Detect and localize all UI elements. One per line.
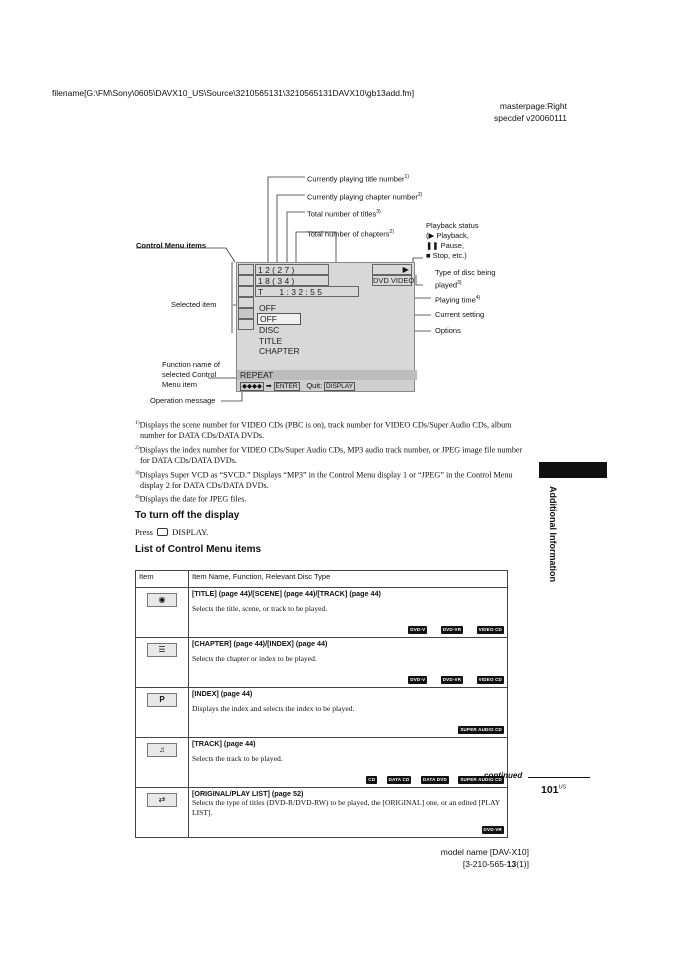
column-header-description: Item Name, Function, Relevant Disc Type: [189, 571, 508, 588]
disc-badge-dvd-v: DVD-V: [410, 677, 426, 682]
selected-menu-item-box: [238, 308, 254, 319]
option-title[interactable]: TITLE: [259, 335, 283, 346]
operation-message-bar: [237, 380, 414, 391]
item-description-cell: [189, 788, 508, 838]
disc-badge-video-cd: VIDEO CD: [478, 677, 502, 682]
table-row: [136, 688, 508, 738]
item-function: Selects the title, scene, or track to be played.: [192, 604, 328, 613]
options-list: [257, 313, 301, 365]
table-row: [136, 638, 508, 688]
disc-badge-data-cd: DATA CD: [388, 777, 410, 782]
section-tab: [539, 462, 607, 478]
footnote-4: $^{4)}$Displays the date for JPEG files.: [135, 494, 247, 504]
chapter-icon: ☰: [147, 643, 177, 657]
disc-badge-dvd-vr: DVD-VR: [483, 827, 502, 832]
display-button-icon: [157, 528, 168, 536]
footnote-2: $^{2)}$Displays the index number for VIDEO CDs/Super Audio CDs, MP3 audio track number, or JPEG image file number for DATA CDs/DATA DVDs.: [135, 445, 523, 466]
label-disc-type: Type of disc being played$^{3)}$: [435, 268, 496, 290]
item-name: [CHAPTER] (page 44)/[INDEX] (page 44): [192, 639, 328, 648]
item-icon-cell: [136, 588, 189, 638]
item-name: [ORIGINAL/PLAY LIST] (page 52): [192, 789, 304, 798]
playback-status-icon: ▶: [372, 264, 412, 275]
footnote-3: $^{3)}$Displays Super VCD as “SVCD.” Displays “MP3” in the Control Menu display 1 or “JPEG” in the Control Menu display 2 for DATA CDs/DATA DVDs.: [135, 470, 513, 491]
option-chapter[interactable]: CHAPTER: [259, 346, 300, 356]
item-name: [TRACK] (page 44): [192, 739, 256, 748]
label-playing-time: Playing time$^{4)}$: [435, 295, 481, 305]
item-function: Selects the track to be played.: [192, 754, 283, 763]
turn-off-heading: To turn off the display: [135, 510, 240, 521]
page-number: $101^{US}$: [541, 784, 567, 796]
label-control-menu-items: Control Menu items: [136, 241, 207, 250]
specdef-label: specdef v20060111: [494, 113, 567, 123]
title-number-display: 1 2 ( 2 7 ): [255, 264, 329, 275]
list-heading: List of Control Menu items: [135, 544, 262, 555]
option-off-selected[interactable]: OFF: [257, 313, 301, 325]
section-tab-label: Additional Information: [548, 486, 558, 582]
disc-badge-cd: CD: [368, 777, 376, 782]
disc-badge-dvd-vr: DVD-VR: [442, 677, 462, 682]
label-options: Options: [435, 326, 461, 335]
chapter-number-display: 1 8 ( 3 4 ): [255, 275, 329, 286]
disc-badge-video-cd: VIDEO CD: [478, 627, 502, 632]
function-name-bar: REPEAT: [237, 370, 417, 380]
table-row: [136, 588, 508, 638]
model-number: [3-210-565-13(1)]: [462, 859, 529, 869]
time-display: T 1 : 3 2 : 5 5: [255, 286, 359, 297]
control-menu-items-table: [135, 570, 508, 838]
menu-item-box: [238, 297, 254, 308]
label-title-number: Currently playing title number$^{1)}$: [307, 174, 409, 184]
item-function: Selects the type of titles (DVD-R/DVD-RW) to be played, the [ORIGINAL] one, or an edited [PLAY LIST].: [192, 798, 500, 817]
table-header-row: [136, 571, 508, 588]
title-icon: ◉: [147, 593, 177, 607]
item-description-cell: [189, 738, 508, 788]
continued-rule: [528, 777, 590, 778]
quit-label: Quit:: [306, 381, 323, 390]
menu-item-box: [238, 319, 254, 330]
label-selected-item: Selected item: [171, 300, 217, 309]
disc-badge-super-audio-cd: SUPER AUDIO CD: [460, 777, 502, 782]
item-name: [TITLE] (page 44)/[SCENE] (page 44)/[TRACK] (page 44): [192, 589, 381, 598]
disc-type-display: DVD VIDEO: [373, 276, 415, 285]
menu-item-box: [238, 286, 254, 297]
enter-key-label: ENTER: [275, 383, 298, 390]
track-icon: ♫: [147, 743, 177, 757]
continued-label: continued: [484, 771, 523, 780]
model-name: model name [DAV-X10]: [440, 847, 529, 857]
label-playback-status: Playback status (▶ Playback, ❚❚ Pause, ■ Stop, etc.): [426, 221, 479, 260]
label-total-chapters: Total number of chapters$^{2)}$: [307, 229, 394, 239]
label-total-titles: Total number of titles$^{3)}$: [307, 209, 381, 219]
label-function-name: Function name of selected Control Menu item: [162, 360, 220, 389]
item-function: Selects the chapter or index to be played.: [192, 654, 317, 663]
arrow-keys-icon: ◆◆◆◆: [242, 383, 262, 390]
disc-badge-dvd-v: DVD-V: [410, 627, 426, 632]
item-name: [INDEX] (page 44): [192, 689, 253, 698]
item-description-cell: [189, 588, 508, 638]
footnote-1: $^{1)}$Displays the scene number for VIDEO CDs (PBC is on), track number for VIDEO CDs/Super Audio CDs, album number for DATA CDs/DATA DVDs.: [135, 420, 512, 441]
turn-off-text: Press DISPLAY.: [135, 527, 209, 537]
current-setting-display: OFF: [259, 303, 276, 313]
disc-badge-super-audio-cd: SUPER AUDIO CD: [460, 727, 502, 732]
menu-item-box: [238, 275, 254, 286]
disc-badge-dvd-vr: DVD-VR: [442, 627, 462, 632]
column-header-item: Item: [136, 571, 189, 588]
item-description-cell: [189, 638, 508, 688]
disc-badge-data-dvd: DATA DVD: [422, 777, 447, 782]
item-description-cell: [189, 688, 508, 738]
display-key-label: DISPLAY: [326, 383, 353, 390]
masterpage-label: masterpage:Right: [499, 101, 567, 111]
filename-header: filename[G:\FM\Sony\0605\DAVX10_US\Source\3210565131\3210565131DAVX10\gb13add.fm]: [52, 88, 415, 98]
table-row: [136, 788, 508, 838]
item-icon-cell: [136, 738, 189, 788]
original-play-list-icon: ⇄: [147, 793, 177, 807]
item-function: Displays the index and selects the index to be played.: [192, 704, 355, 713]
item-icon-cell: [136, 638, 189, 688]
table-row: [136, 738, 508, 788]
option-disc[interactable]: DISC: [259, 325, 280, 335]
control-menu-screen: [236, 262, 415, 392]
label-chapter-number: Currently playing chapter number$^{2)}$: [307, 192, 423, 202]
label-operation-message: Operation message: [150, 396, 216, 405]
item-icon-cell: [136, 788, 189, 838]
label-current-setting: Current setting: [435, 310, 485, 319]
index-icon: P: [147, 693, 177, 707]
menu-item-box: [238, 264, 254, 275]
item-icon-cell: [136, 688, 189, 738]
right-arrow-icon: ➡: [265, 383, 272, 390]
